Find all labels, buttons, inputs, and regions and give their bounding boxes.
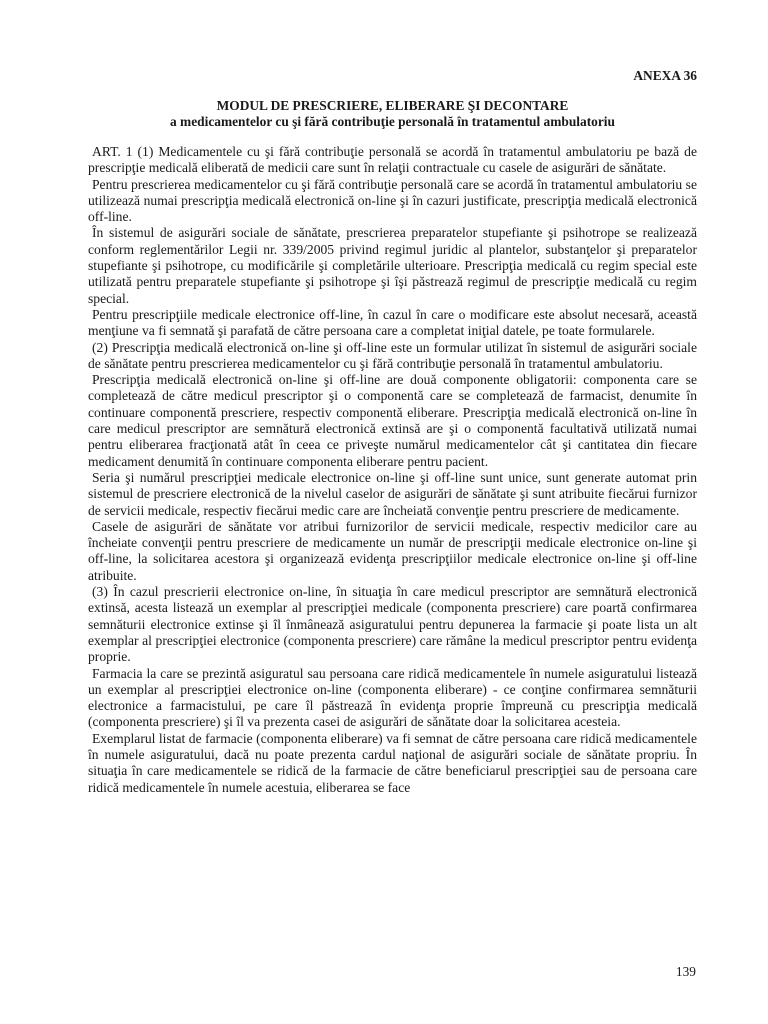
page-number: 139 [675,964,696,979]
document-body [88,144,697,796]
document-title: MODUL DE PRESCRIERE, ELIBERARE ŞI DECONTARE [216,98,569,113]
paragraph: În sistemul de asigurări sociale de sănătate, prescrierea preparatelor stupefiante şi psihotrope se realizează conform reglementărilor Legii nr. 339/2005 privind regimul juridic al plantelor, substanţelor şi preparatelor stupefiante şi psihotrope, cu modificările şi completările ulterioare. Prescripţia medicală cu regim special este utilizată pentru preparatele stupefiante şi psihotrope şi îşi păstrează regimul de prescripţie medicală cu regim special. [88,225,697,306]
paragraph: (2) Prescripţia medicală electronică on-line şi off-line este un formular utilizat în sistemul de asigurări sociale de sănătate pentru prescrierea medicamentelor cu şi fără contribuţie personală în tratamentul ambulatoriu. [88,339,697,371]
paragraph: Pentru prescripţiile medicale electronice off-line, în cazul în care o modificare este absolut necesară, această menţiune va fi semnată şi parafată de către persoana care a completat iniţial datele, pe toate formularele. [88,306,697,339]
paragraph: (3) În cazul prescrierii electronice on-line, în situaţia în care medicul prescriptor are semnătură electronică extinsă, acesta listează un exemplar al prescripţiei medicale (componenta prescriere) care poartă confirmarea semnăturii electronice extinse şi îl înmânează asiguratului pentru depunerea la farmacie şi poate lista un alt exemplar al prescripţiei electronice (componenta prescriere) care rămâne la medicul prescriptor pentru evidenţa proprie. [88,584,697,665]
annex-label: ANEXA 36 [633,68,697,83]
paragraph-art1: ART. 1 (1) Medicamentele cu şi fără contribuţie personală se acordă în tratamentul ambulatoriu pe bază de prescripţie medicală eliberată de medicii care sunt în relaţii contractuale cu casele de asigurări de sănătate. [88,144,697,176]
paragraph: Exemplarul listat de farmacie (componenta eliberare) va fi semnat de către persoana care ridică medicamentele în numele asiguratului, dacă nu poate prezenta cardul naţional de asigurări sociale de sănătate propriu. În situaţia în care medicamentele se ridică de la farmacie de către beneficiarul prescripţiei sau de persoana care ridică medicamentele în numele acestuia, eliberarea se face [88,730,697,795]
paragraph: Seria şi numărul prescripţiei medicale electronice on-line şi off-line sunt unice, sunt generate automat prin sistemul de prescriere electronică de la nivelul caselor de asigurări de sănătate şi sunt atribuite fiecărui furnizor de servicii medicale, respectiv fiecărui medic care are încheiată convenţie pentru prescriere de medicamente. [88,469,697,518]
paragraph: Casele de asigurări de sănătate vor atribui furnizorilor de servicii medicale, respectiv medicilor care au încheiate convenţii pentru prescriere de medicamente un număr de prescripţii medicale electronice on-line şi off-line, la solicitarea acestora şi organizează evidenţa prescripţiilor medicale electronice on-line şi off-line atribuite. [88,518,697,583]
paragraph: Farmacia la care se prezintă asiguratul sau persoana care ridică medicamentele în numele asiguratului listează un exemplar al prescripţiei electronice on-line (componenta eliberare) - ce conţine confirmarea semnăturii electronice a farmacistului, pe care îl păstrează în evidenţa proprie împreună cu prescripţia medicală (componenta prescriere) şi îl va prezenta casei de asigurări de sănătate doar la solicitarea acesteia. [88,665,697,730]
document-subtitle: a medicamentelor cu şi fără contribuţie personală în tratamentul ambulatoriu [170,114,615,129]
paragraph: Pentru prescrierea medicamentelor cu şi fără contribuţie personală care se acordă în tratamentul ambulatoriu se utilizează numai prescripţia medicală electronică on-line şi în cazuri justificate, prescripţia medicală electronică off-line. [88,176,697,225]
paragraph: Prescripţia medicală electronică on-line şi off-line are două componente obligatorii: componenta care se completează de către medicul prescriptor şi o componentă care se completează de farmacist, denumite în continuare componentă prescriere, respectiv componentă eliberare. Prescripţia medicală electronică on-line în care medicul prescriptor are semnătură electronică extinsă are şi o componentă facultativă utilizată numai pentru eliberarea fracţionată atât în ceea ce priveşte numărul medicamentelor cât şi cantitatea din fiecare medicament denumită în continuare componenta eliberare pentru pacient. [88,372,697,469]
